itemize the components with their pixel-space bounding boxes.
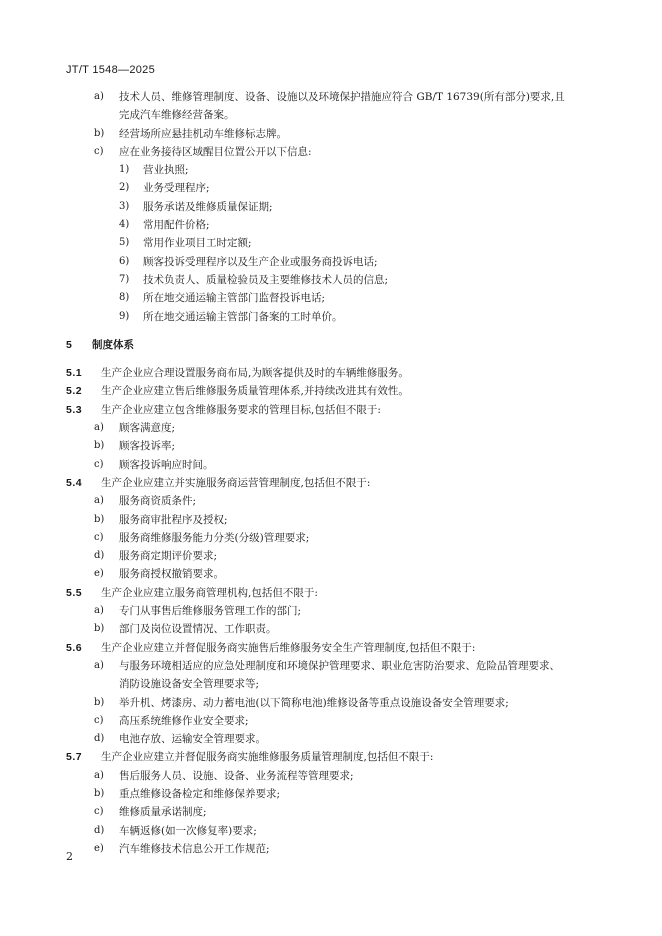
sub-list-item-text: 服务承诺及维修质量保证期; bbox=[143, 200, 273, 213]
sub-list-item bbox=[0, 198, 662, 216]
clause bbox=[0, 748, 662, 766]
list-item bbox=[0, 803, 662, 821]
list-item bbox=[0, 602, 662, 620]
clause-text: 生产企业应建立并督促服务商实施维修服务质量管理制度,包括但不限于: bbox=[101, 751, 434, 764]
list-item bbox=[0, 529, 662, 547]
list-marker: c) bbox=[94, 806, 104, 818]
clause bbox=[0, 401, 662, 419]
list-item-text: 服务商维修服务能力分类(分级)管理要求; bbox=[119, 531, 310, 544]
list-item-text: 车辆返修(如一次修复率)要求; bbox=[119, 824, 257, 837]
list-item-text: 顾客投诉响应时间。 bbox=[119, 458, 214, 471]
list-item-text: 顾客投诉率; bbox=[119, 440, 176, 453]
list-item-text: 服务商资质条件; bbox=[119, 495, 197, 508]
list-item-text: 服务商审批程序及授权; bbox=[119, 513, 228, 526]
list-marker: b) bbox=[94, 787, 105, 799]
clause bbox=[0, 639, 662, 657]
list-marker: d) bbox=[94, 824, 105, 836]
sub-list-item-text: 顾客投诉受理程序以及生产企业或服务商投诉电话; bbox=[143, 255, 378, 268]
list-item-continuation bbox=[0, 106, 662, 124]
list-item bbox=[0, 785, 662, 803]
sub-list-marker: 1) bbox=[119, 164, 130, 176]
list-item bbox=[0, 547, 662, 565]
list-item-text: 与服务环境相适应的应急处理制度和环境保护管理要求、职业危害防治要求、危险品管理要求、 bbox=[119, 659, 560, 672]
list-marker: c) bbox=[94, 531, 104, 543]
list-item bbox=[0, 712, 662, 730]
sub-list-marker: 8) bbox=[119, 292, 130, 304]
list-marker: a) bbox=[94, 769, 104, 781]
list-item-text: 重点维修设备检定和维修保养要求; bbox=[119, 787, 281, 800]
list-item bbox=[0, 492, 662, 510]
sub-list-item bbox=[0, 289, 662, 307]
list-item-text: 售后服务人员、设施、设备、业务流程等管理要求; bbox=[119, 769, 354, 782]
list-item bbox=[0, 511, 662, 529]
list-marker: b) bbox=[94, 623, 105, 635]
clause-text: 生产企业应建立售后维修服务质量管理体系,并持续改进其有效性。 bbox=[101, 385, 409, 398]
list-item-text: 完成汽车维修经营备案。 bbox=[119, 109, 235, 122]
sub-list-item-text: 技术负责人、质量检验员及主要维修技术人员的信息; bbox=[143, 273, 389, 286]
list-item-text: 专门从事售后维修服务管理工作的部门; bbox=[119, 605, 302, 618]
list-item bbox=[0, 694, 662, 712]
list-item-text: 消防设施设备安全管理要求等; bbox=[119, 678, 260, 691]
clause-text: 生产企业应建立服务商管理机构,包括但不限于: bbox=[101, 586, 318, 599]
sub-list-item bbox=[0, 308, 662, 326]
list-marker: d) bbox=[94, 733, 105, 745]
section-title: 制度体系 bbox=[92, 338, 134, 351]
sub-list-item-text: 所在地交通运输主管部门监督投诉电话; bbox=[143, 292, 326, 305]
list-marker: a) bbox=[94, 659, 104, 671]
clause-number: 5.6 bbox=[66, 641, 83, 654]
clause bbox=[0, 382, 662, 400]
list-item-text: 维修质量承诺制度; bbox=[119, 806, 207, 819]
section-heading bbox=[0, 336, 662, 354]
document-body bbox=[0, 88, 662, 858]
list-marker: a) bbox=[94, 495, 104, 507]
sub-list-item bbox=[0, 216, 662, 234]
list-marker: c) bbox=[94, 145, 104, 157]
list-marker: a) bbox=[94, 605, 104, 617]
list-marker: b) bbox=[94, 513, 105, 525]
page-number: 2 bbox=[66, 850, 73, 863]
sub-list-marker: 7) bbox=[119, 273, 130, 285]
clause bbox=[0, 364, 662, 382]
sub-list-marker: 6) bbox=[119, 255, 130, 267]
list-item-text: 电池存放、运输安全管理要求。 bbox=[119, 733, 266, 746]
list-marker: e) bbox=[94, 842, 104, 854]
clause-number: 5.1 bbox=[66, 367, 83, 380]
sub-list-marker: 4) bbox=[119, 219, 130, 231]
sub-list-item bbox=[0, 179, 662, 197]
clause-number: 5.5 bbox=[66, 586, 83, 599]
list-item bbox=[0, 565, 662, 583]
list-item bbox=[0, 620, 662, 638]
list-item bbox=[0, 657, 662, 675]
list-marker: c) bbox=[94, 458, 104, 470]
clause-number: 5.2 bbox=[66, 385, 83, 398]
sub-list-item-text: 业务受理程序; bbox=[143, 182, 210, 195]
list-marker: c) bbox=[94, 714, 104, 726]
list-item bbox=[0, 840, 662, 858]
list-item bbox=[0, 767, 662, 785]
list-item-text: 举升机、烤漆房、动力蓄电池(以下简称电池)维修设备等重点设施设备安全管理要求; bbox=[119, 696, 509, 709]
sub-list-item bbox=[0, 253, 662, 271]
list-marker: d) bbox=[94, 550, 105, 562]
list-item-text: 服务商定期评价要求; bbox=[119, 550, 218, 563]
list-marker: b) bbox=[94, 127, 105, 139]
list-item-text: 应在业务接待区域醒目位置公开以下信息: bbox=[119, 145, 312, 158]
sub-list-item-text: 营业执照; bbox=[143, 164, 189, 177]
clause-number: 5.7 bbox=[66, 751, 83, 764]
clause bbox=[0, 474, 662, 492]
list-marker: a) bbox=[94, 422, 104, 434]
sub-list-marker: 9) bbox=[119, 310, 130, 322]
list-item-text: 部门及岗位设置情况、工作职责。 bbox=[119, 623, 277, 636]
list-marker: b) bbox=[94, 440, 105, 452]
list-item-text: 经营场所应悬挂机动车维修标志牌。 bbox=[119, 127, 287, 140]
list-item bbox=[0, 88, 662, 106]
section-number: 5 bbox=[66, 338, 72, 351]
list-item-text: 汽车维修技术信息公开工作规范; bbox=[119, 842, 270, 855]
sub-list-marker: 5) bbox=[119, 237, 130, 249]
list-item bbox=[0, 822, 662, 840]
clause-text: 生产企业应建立并督促服务商实施售后维修服务安全生产管理制度,包括但不限于: bbox=[101, 641, 476, 654]
sub-list-item-text: 常用配件价格; bbox=[143, 219, 210, 232]
clause-text: 生产企业应建立包含维修服务要求的管理目标,包括但不限于: bbox=[101, 403, 381, 416]
list-item-continuation bbox=[0, 675, 662, 693]
list-item bbox=[0, 125, 662, 143]
list-item-text: 技术人员、维修管理制度、设备、设施以及环境保护措施应符合 GB/T 16739(所有部分)要求,且 bbox=[119, 91, 565, 103]
sub-list-marker: 2) bbox=[119, 182, 130, 194]
sub-list-item bbox=[0, 271, 662, 289]
list-item-text: 顾客满意度; bbox=[119, 422, 176, 435]
list-marker: e) bbox=[94, 568, 104, 580]
list-item bbox=[0, 419, 662, 437]
list-marker: b) bbox=[94, 696, 105, 708]
list-item bbox=[0, 730, 662, 748]
list-item bbox=[0, 456, 662, 474]
clause-text: 生产企业应建立并实施服务商运营管理制度,包括但不限于: bbox=[101, 476, 371, 489]
clause-number: 5.4 bbox=[66, 476, 83, 489]
clause-number: 5.3 bbox=[66, 403, 83, 416]
sub-list-item bbox=[0, 161, 662, 179]
document-id-header: JT/T 1548—2025 bbox=[66, 64, 155, 76]
list-item-text: 服务商授权撤销要求。 bbox=[119, 568, 224, 581]
list-marker: a) bbox=[94, 91, 104, 102]
sub-list-item bbox=[0, 234, 662, 252]
sub-list-marker: 3) bbox=[119, 200, 130, 212]
clause-text: 生产企业应合理设置服务商布局,为顾客提供及时的车辆维修服务。 bbox=[101, 367, 409, 380]
sub-list-item-text: 所在地交通运输主管部门备案的工时单价。 bbox=[143, 310, 343, 323]
list-item bbox=[0, 437, 662, 455]
list-item bbox=[0, 143, 662, 161]
clause bbox=[0, 584, 662, 602]
list-item-text: 高压系统维修作业安全要求; bbox=[119, 714, 249, 727]
sub-list-item-text: 常用作业项目工时定额; bbox=[143, 237, 252, 250]
